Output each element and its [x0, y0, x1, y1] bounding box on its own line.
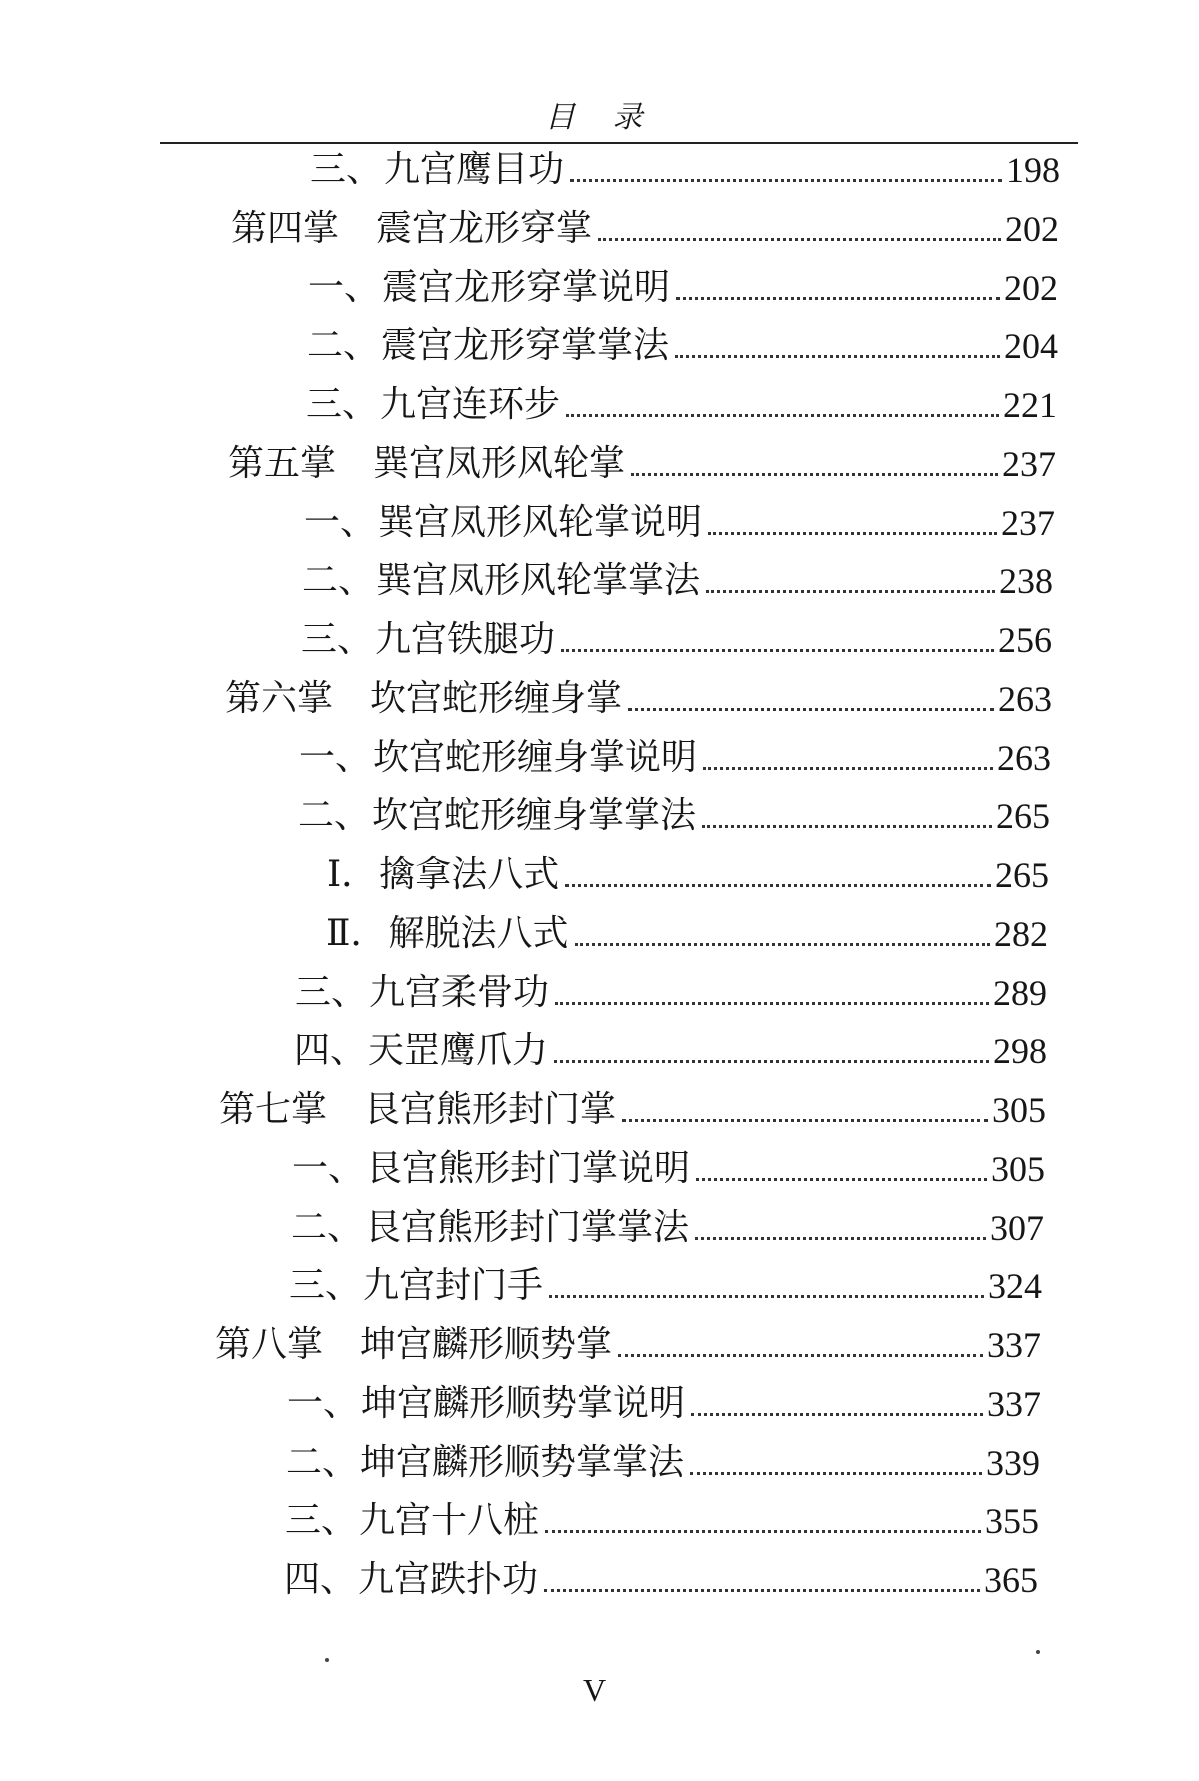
toc-entry-prefix: 三、 [289, 1265, 362, 1306]
dot-leader [549, 1295, 984, 1298]
dot-leader [695, 1237, 986, 1240]
page-number: V [583, 1672, 607, 1708]
toc-entry-prefix: 第四掌 [231, 208, 340, 249]
dot-leader [628, 708, 994, 711]
toc-entry-prefix: 一、 [304, 502, 377, 543]
toc-entry-title: 坤宫麟形顺势掌 [360, 1324, 613, 1365]
toc-entry-prefix: 一、 [299, 737, 372, 778]
toc-entry-prefix: 第七掌 [219, 1089, 328, 1130]
toc-entry-section [308, 256, 1058, 312]
toc-entry-prefix: 二、 [286, 1442, 359, 1483]
dot-leader [696, 1178, 987, 1181]
toc-entry-section [304, 491, 1055, 547]
toc-entry-page: 355 [985, 1501, 1039, 1541]
toc-entry-page: 238 [999, 561, 1053, 601]
toc-entry-prefix: 第八掌 [215, 1324, 324, 1365]
dot-leader [545, 1530, 981, 1533]
dot-leader [618, 1354, 983, 1357]
toc-entry-page: 237 [1001, 503, 1055, 543]
toc-entry-chapter [225, 667, 1052, 723]
dot-leader [676, 297, 1000, 300]
toc-entry-prefix: 第五掌 [228, 443, 337, 484]
toc-entry-section [287, 1372, 1041, 1428]
toc-entry-title: 坤宫麟形顺势掌说明 [361, 1383, 686, 1424]
dot-leader [554, 1060, 989, 1063]
toc-entry-prefix: 四、 [294, 1030, 367, 1071]
dot-leader [702, 825, 992, 828]
toc-entry-title: 震宫龙形穿掌 [376, 208, 593, 249]
toc-entry-chapter [228, 432, 1056, 488]
toc-entry-page: 221 [1003, 385, 1057, 425]
toc-entry-prefix: 一、 [287, 1383, 360, 1424]
toc-entry-section [291, 1196, 1044, 1252]
toc-entry-prefix: 二、 [302, 560, 375, 601]
toc-entry-title: 坎宫蛇形缠身掌掌法 [372, 795, 697, 836]
toc-entry-title: 天罡鹰爪力 [368, 1030, 549, 1071]
toc-entry-page: 265 [995, 855, 1049, 895]
toc-entry-page: 237 [1002, 444, 1056, 484]
toc-entry-title: 震宫龙形穿掌掌法 [381, 325, 670, 366]
toc-entry-page: 204 [1004, 326, 1058, 366]
toc-entry-chapter [215, 1313, 1041, 1369]
toc-entry-prefix: 二、 [291, 1207, 364, 1248]
toc-entry-section [286, 1431, 1040, 1487]
toc-entry-title: 解脱法八式 [388, 913, 569, 954]
toc-entry-page: 365 [984, 1560, 1038, 1600]
toc-entry-prefix: 三、 [295, 972, 368, 1013]
toc-entry-title: 九宫铁腿功 [375, 619, 556, 660]
toc-entry-page: 198 [1006, 150, 1060, 190]
toc-entry-page: 324 [988, 1266, 1042, 1306]
toc-entry-page: 337 [987, 1325, 1041, 1365]
toc-entry-page: 263 [997, 738, 1051, 778]
toc-entry-page: 298 [993, 1031, 1047, 1071]
toc-entry-title: 艮宫熊形封门掌 [364, 1089, 617, 1130]
toc-entry-page: 305 [991, 1149, 1045, 1189]
dot-leader [622, 1119, 988, 1122]
scan-speck [325, 1658, 329, 1662]
scan-speck [1036, 1650, 1040, 1654]
toc-entry-page: 282 [994, 914, 1048, 954]
toc-entry-chapter [231, 197, 1059, 253]
toc-entry-section [299, 726, 1051, 782]
toc-entry-title: 坎宫蛇形缠身掌说明 [373, 737, 698, 778]
toc-entry-title: 九宫连环步 [380, 384, 561, 425]
toc-entry-page: 202 [1005, 209, 1059, 249]
toc-entry-title: 擒拿法八式 [379, 854, 560, 895]
dot-leader [555, 1002, 989, 1005]
toc-entry-title: 巽宫凤形风轮掌掌法 [376, 560, 701, 601]
toc-entry-title: 艮宫熊形封门掌掌法 [365, 1207, 690, 1248]
toc-entry-chapter [219, 1078, 1046, 1134]
toc-entry-prefix: 三、 [285, 1500, 358, 1541]
toc-entry-prefix: Ⅰ． [327, 854, 378, 895]
toc-entry-subsection [326, 902, 1048, 958]
toc-entry-prefix: 三、 [301, 619, 374, 660]
toc-entry-prefix: 第六掌 [225, 678, 334, 719]
toc-entry-section [294, 1019, 1047, 1075]
toc-entry-section [307, 314, 1058, 370]
dot-leader [575, 943, 991, 946]
toc-entry-prefix: 一、 [308, 267, 381, 308]
dot-leader [708, 532, 997, 535]
toc-entry-prefix: 二、 [307, 325, 380, 366]
toc-entry-title: 九宫封门手 [363, 1265, 544, 1306]
toc-entry-page: 265 [996, 796, 1050, 836]
toc-entry-prefix: 三、 [310, 149, 383, 190]
page-header-title: 目 录 [545, 100, 657, 135]
toc-entry-page: 256 [998, 620, 1052, 660]
toc-entry-prefix: 一、 [292, 1148, 365, 1189]
toc-entry-title: 艮宫熊形封门掌说明 [366, 1148, 691, 1189]
toc-entry-title: 巽宫凤形风轮掌 [373, 443, 626, 484]
toc-entry-title: 九宫跌扑功 [358, 1559, 539, 1600]
toc-entry-title: 巽宫凤形风轮掌说明 [378, 502, 703, 543]
dot-leader [706, 590, 995, 593]
toc-entry-section [302, 549, 1053, 605]
toc-entry-title: 九宫鹰目功 [384, 149, 565, 190]
dot-leader [566, 414, 999, 417]
toc-entry-section [292, 1137, 1045, 1193]
dot-leader [691, 1413, 983, 1416]
dot-leader [675, 355, 1000, 358]
toc-entry-page: 305 [992, 1090, 1046, 1130]
toc-entry-title: 九宫十八桩 [359, 1500, 540, 1541]
toc-entry-page: 307 [990, 1208, 1044, 1248]
toc-entry-prefix: 四、 [284, 1559, 357, 1600]
toc-entry-section [301, 608, 1052, 664]
toc-entry-subsection [327, 843, 1049, 899]
dot-leader [631, 473, 998, 476]
dot-leader [561, 649, 994, 652]
dot-leader [703, 767, 993, 770]
toc-entry-title: 坤宫麟形顺势掌掌法 [360, 1442, 685, 1483]
toc-entry-section [298, 784, 1050, 840]
toc-entry-title: 坎宫蛇形缠身掌 [370, 678, 623, 719]
toc-entry-page: 263 [998, 679, 1052, 719]
toc-entry-section [284, 1548, 1038, 1604]
toc-entry-section [310, 138, 1060, 194]
dot-leader [570, 179, 1002, 182]
dot-leader [690, 1472, 982, 1475]
toc-entry-title: 震宫龙形穿掌说明 [382, 267, 671, 308]
dot-leader [565, 884, 991, 887]
toc-entry-title: 九宫柔骨功 [369, 972, 550, 1013]
toc-entry-page: 289 [993, 973, 1047, 1013]
toc-entry-section [295, 961, 1047, 1017]
toc-entry-prefix: Ⅱ． [326, 913, 387, 954]
toc-entry-section [285, 1489, 1039, 1545]
toc-entry-prefix: 二、 [298, 795, 371, 836]
dot-leader [598, 238, 1001, 241]
toc-entry-page: 202 [1004, 268, 1058, 308]
toc-entry-prefix: 三、 [306, 384, 379, 425]
toc-entry-page: 337 [987, 1384, 1041, 1424]
dot-leader [544, 1589, 980, 1592]
toc-entry-page: 339 [986, 1443, 1040, 1483]
toc-entry-section [289, 1254, 1042, 1310]
toc-entry-section [306, 373, 1057, 429]
